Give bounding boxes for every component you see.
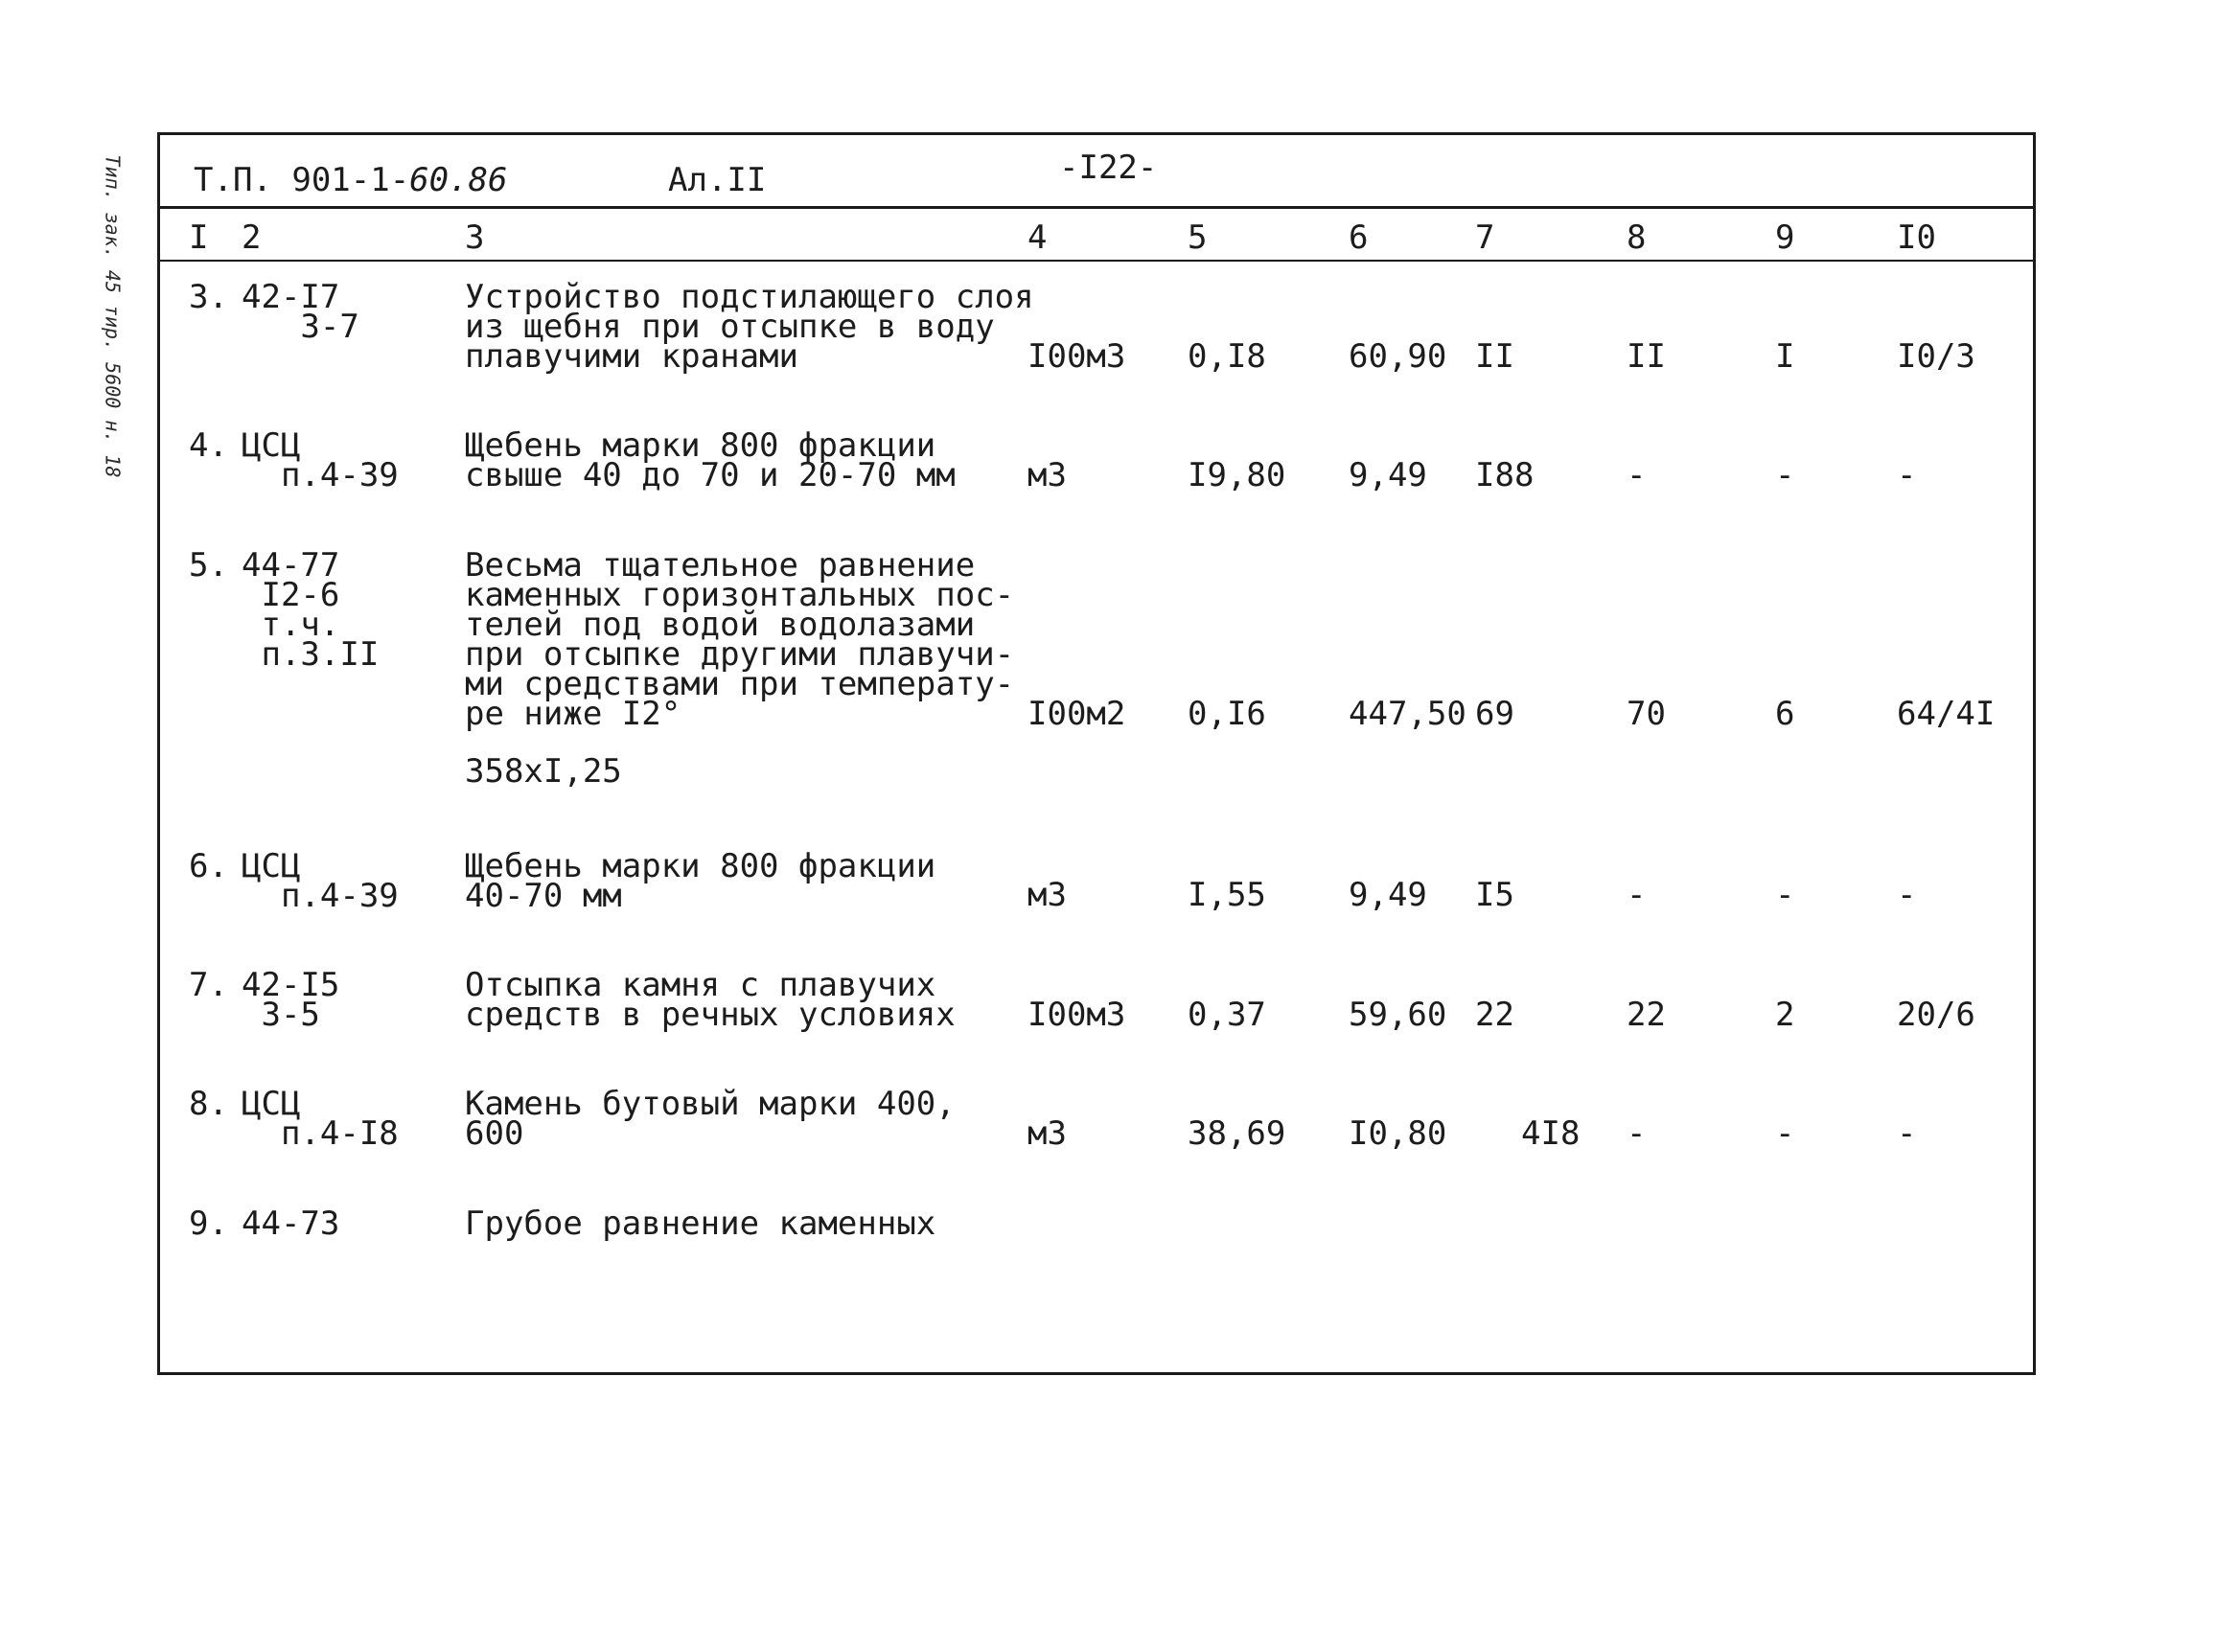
header-divider [160, 206, 2033, 209]
row-8-col9: - [1775, 1114, 1795, 1153]
row-6-number: 6. [189, 847, 228, 885]
row-7-col7: 22 [1475, 996, 1514, 1034]
row-5-code: 44-77 I2-6 т.ч. п.3.II [242, 546, 380, 674]
row-4-description: Щебень марки 800 фракции свыше 40 до 70 и 20-70 мм [465, 426, 956, 494]
row-9-number: 9. [189, 1205, 228, 1243]
row-3-code: 42-I7 3-7 [242, 278, 359, 346]
row-5-quantity: 0,I6 [1188, 695, 1266, 733]
row-4-col9: - [1775, 456, 1795, 494]
row-3-unit: I00м3 [1027, 337, 1126, 376]
col-header-2: 2 [242, 218, 262, 257]
row-4-quantity: I9,80 [1188, 456, 1286, 494]
col-header-1: I [189, 218, 209, 257]
col-header-5: 5 [1188, 218, 1208, 257]
row-4-col8: - [1627, 456, 1647, 494]
row-5-price: 447,50 [1349, 695, 1466, 733]
row-4-unit: м3 [1027, 456, 1067, 494]
row-8-description: Камень бутовый марки 400, 600 [465, 1085, 956, 1153]
row-8-col8: - [1627, 1114, 1647, 1153]
row-4-price: 9,49 [1349, 456, 1427, 494]
row-5-col7: 69 [1475, 695, 1514, 733]
row-3-col7: II [1475, 337, 1514, 376]
row-3-col10: I0/3 [1897, 337, 1975, 376]
row-3-col9: I [1775, 337, 1795, 376]
row-6-price: 9,49 [1349, 876, 1427, 914]
row-8-number: 8. [189, 1085, 228, 1123]
row-4-col7: I88 [1475, 456, 1535, 494]
row-5-col10: 64/4I [1897, 695, 1996, 733]
row-6-col10: - [1897, 876, 1917, 914]
row-7-col8: 22 [1627, 996, 1666, 1034]
col-header-3: 3 [465, 218, 485, 257]
row-7-description: Отсыпка камня с плавучих средств в речных условиях [465, 966, 956, 1034]
row-3-price: 60,90 [1349, 337, 1447, 376]
row-8-unit: м3 [1027, 1114, 1067, 1153]
row-3-quantity: 0,I8 [1188, 337, 1266, 376]
row-6-unit: м3 [1027, 876, 1067, 914]
row-5-number: 5. [189, 546, 228, 585]
row-7-price: 59,60 [1349, 996, 1447, 1034]
row-7-col9: 2 [1775, 996, 1795, 1034]
row-5-description: Весьма тщательное равнение каменных горизонтальных пос- телей под водой водолазами при отсыпке другими плавучи- ми средствами при температу- ре ниже I2° [465, 546, 1015, 733]
row-4-number: 4. [189, 426, 228, 465]
col-header-6: 6 [1349, 218, 1369, 257]
document-frame [157, 132, 2036, 1375]
row-7-col10: 20/6 [1897, 996, 1975, 1034]
row-3-number: 3. [189, 278, 228, 316]
row-6-quantity: I,55 [1188, 876, 1266, 914]
doc-code-printed: Т.П. 901-1- [194, 161, 410, 199]
row-7-quantity: 0,37 [1188, 996, 1266, 1034]
row-5-col9: 6 [1775, 695, 1795, 733]
col-header-9: 9 [1775, 218, 1795, 257]
row-6-col7: I5 [1475, 876, 1514, 914]
row-6-code: ЦСЦ п.4-39 [242, 847, 399, 915]
album-label: Ал.II [668, 161, 767, 199]
row-7-number: 7. [189, 966, 228, 1004]
row-9-code: 44-73 [242, 1205, 340, 1243]
doc-code-handwritten: 60.86 [409, 161, 508, 199]
row-6-col8: - [1627, 876, 1647, 914]
page-number: -I22- [1059, 149, 1158, 187]
row-5-col8: 70 [1627, 695, 1666, 733]
row-8-col10: - [1897, 1114, 1917, 1153]
row-7-unit: I00м3 [1027, 996, 1126, 1034]
row-9-description: Грубое равнение каменных [465, 1205, 936, 1243]
column-header-divider [160, 260, 2033, 262]
row-7-code: 42-I5 3-5 [242, 966, 340, 1034]
col-header-7: 7 [1475, 218, 1495, 257]
row-5-unit: I00м2 [1027, 695, 1126, 733]
row-8-price: I0,80 [1349, 1114, 1447, 1153]
col-header-4: 4 [1027, 218, 1048, 257]
row-8-quantity: 38,69 [1188, 1114, 1286, 1153]
row-4-col10: - [1897, 456, 1917, 494]
row-3-description: Устройство подстилающего слоя из щебня при отсыпке в воду плавучими кранами [465, 278, 1034, 376]
col-header-8: 8 [1627, 218, 1647, 257]
row-8-col7: 4I8 [1521, 1114, 1581, 1153]
side-note: Тип. зак. 45 тир. 5600 н. 18 [102, 154, 125, 478]
row-8-code: ЦСЦ п.4-I8 [242, 1085, 399, 1153]
row-3-col8: II [1627, 337, 1666, 376]
row-6-col9: - [1775, 876, 1795, 914]
row-4-code: ЦСЦ п.4-39 [242, 426, 399, 494]
side-stamp [84, 134, 142, 498]
row-5-calculation: 358хI,25 [465, 752, 622, 791]
row-6-description: Щебень марки 800 фракции 40-70 мм [465, 847, 936, 915]
doc-code [194, 161, 508, 199]
col-header-10: I0 [1897, 218, 1936, 257]
